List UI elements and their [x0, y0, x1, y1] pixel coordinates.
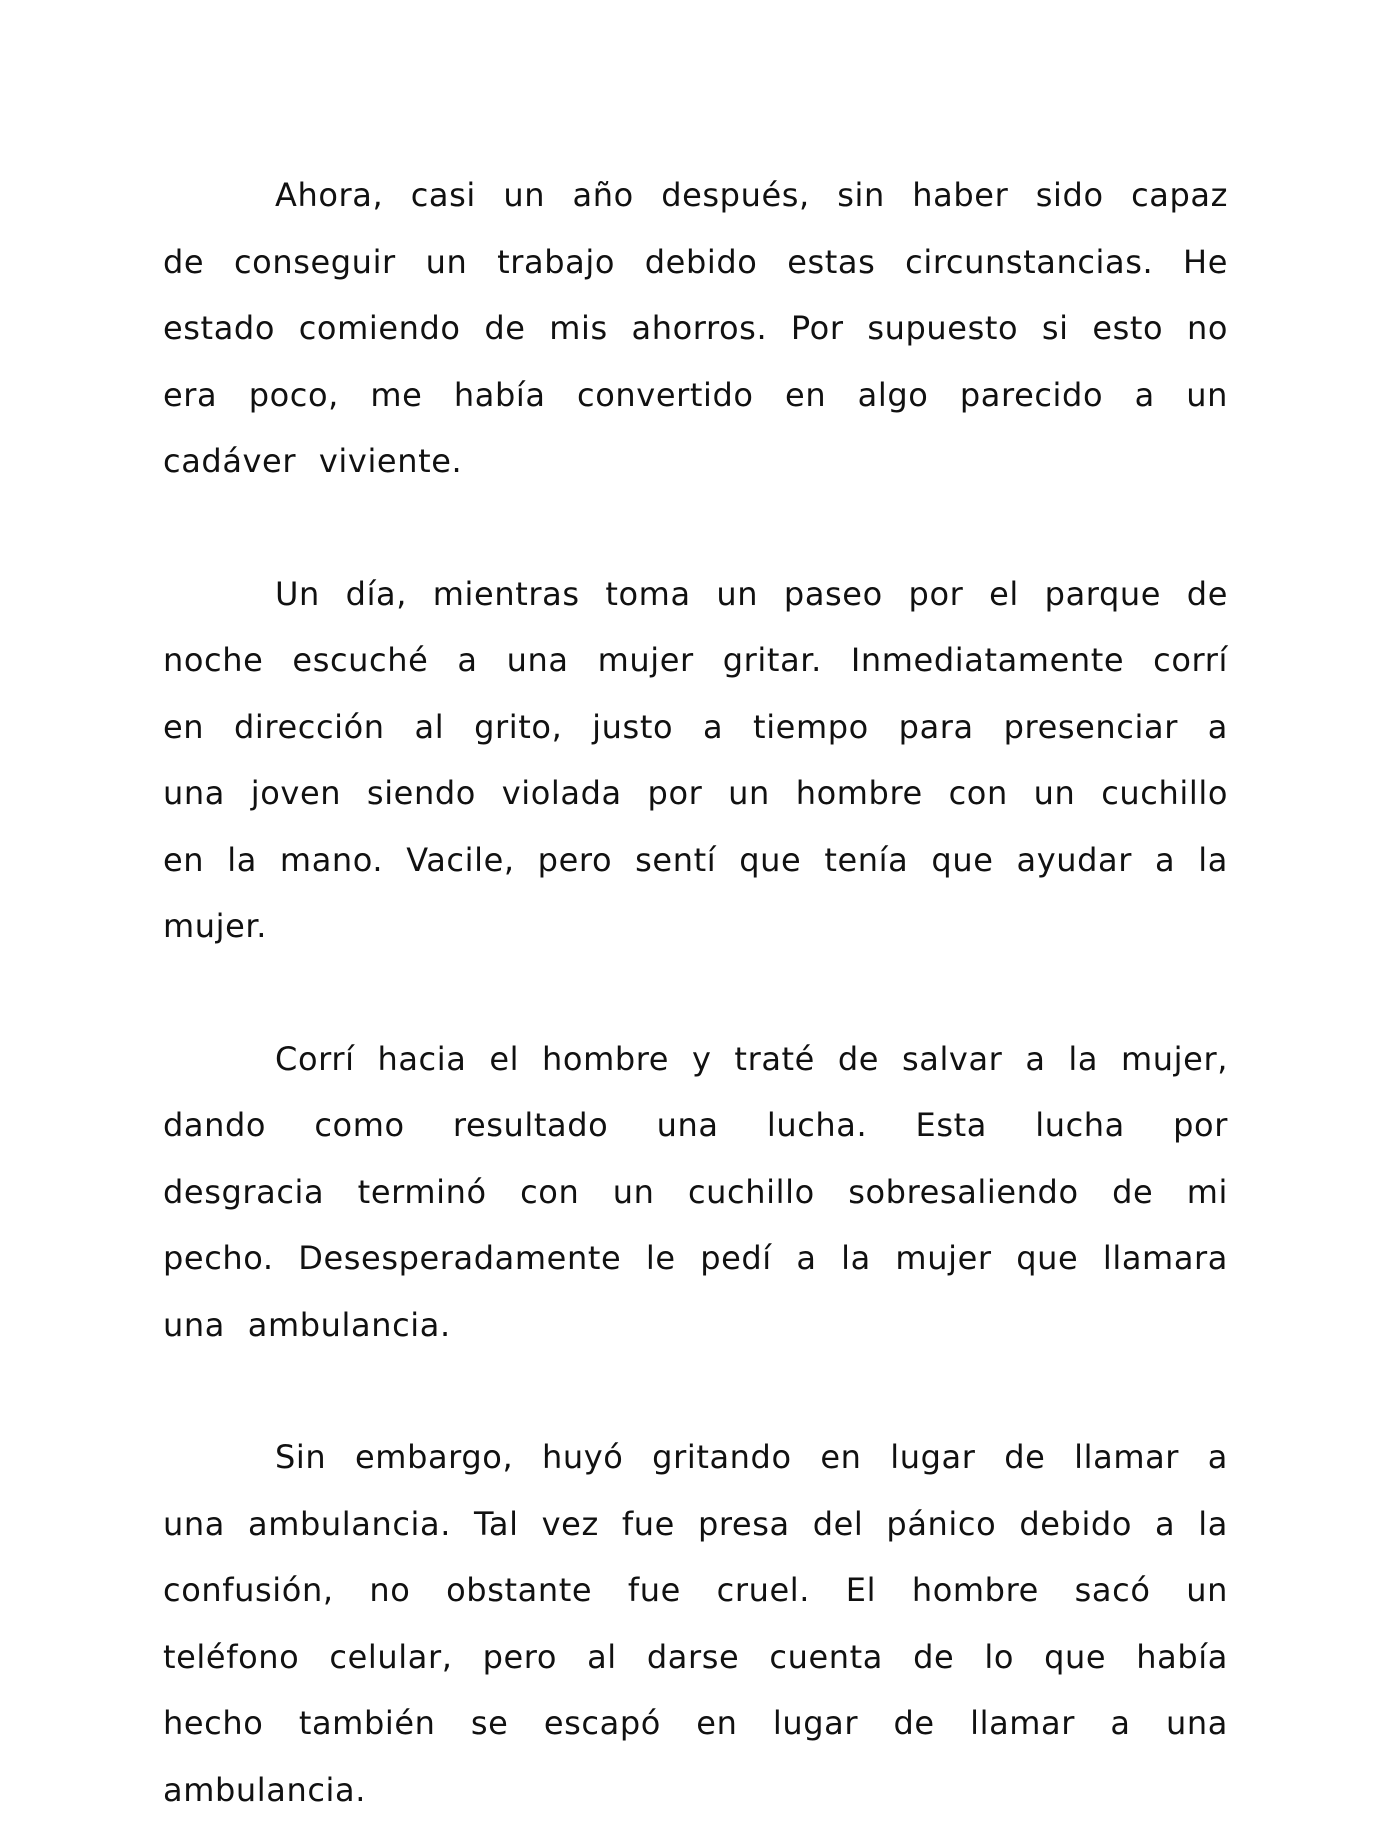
paragraph-1: Ahora, casi un año después, sin haber sido capaz de conseguir un trabajo debido estas circunstancias. He estado comiendo de mis ahorros. Por supuesto si esto no era poco, me había convertido en algo parecido a un cadáver viviente. — [163, 176, 1228, 480]
paragraph-2: Un día, mientras toma un paseo por el parque de noche escuché a una mujer gritar. Inmediatamente corrí en dirección al grito, justo a tiempo para presenciar a una joven siendo violada por un hombre con un cuchillo en la mano. Vacile, pero sentí que tenía que ayudar a la mujer. — [163, 574, 1228, 945]
paragraph-3: Corrí hacia el hombre y traté de salvar a la mujer, dando como resultado una lucha. Esta lucha por desgracia terminó con un cuchillo sobresaliendo de mi pecho. Desesperadamente le pedí a la mujer que llamara una ambulancia. — [163, 1039, 1228, 1344]
paragraph-4: Sin embargo, huyó gritando en lugar de llamar a una ambulancia. Tal vez fue presa del pánico debido a la confusión, no obstante fue cruel. El hombre sacó un teléfono celular, pero al darse cuenta de lo que había hecho también se escapó en lugar de llamar a una ambulancia. — [163, 1438, 1228, 1809]
text-body — [163, 162, 1228, 1823]
